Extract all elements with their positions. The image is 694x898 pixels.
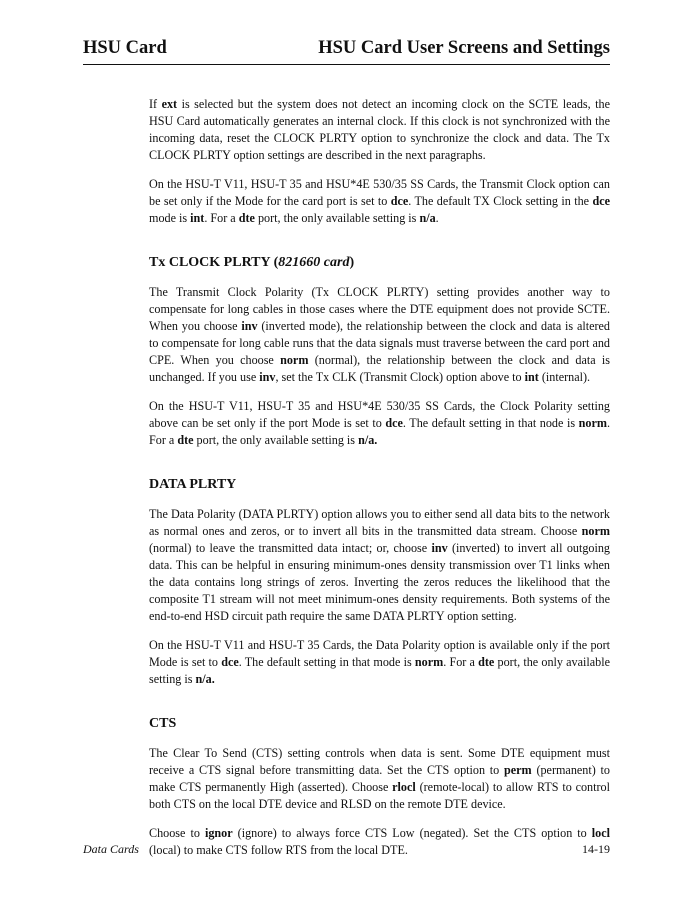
document-body (149, 96, 610, 871)
bold-term: n/a. (195, 672, 215, 686)
bold-term: dte (177, 433, 194, 447)
bold-term: norm (581, 524, 610, 538)
bold-term: dce (221, 655, 239, 669)
body-paragraph: The Clear To Send (CTS) setting controls when data is sent. Some DTE equipment must receive a CTS signal before transmitting data. Set the CTS option to perm (permanent) to make CTS permanently High (asserted). Choose rlocl (remote-local) to allow RTS to control both CTS on the local DTE device and RLSD on the remote DTE device. (149, 746, 610, 811)
body-paragraph: On the HSU-T V11, HSU-T 35 and HSU*4E 530/35 SS Cards, the Transmit Clock option can be set only if the Mode for the card port is set to dce. The default TX Clock setting in the dce mode is int. For a dte port, the only available setting is n/a. (149, 177, 610, 225)
header-left-title: HSU Card (83, 38, 167, 58)
section-heading: Tx CLOCK PLRTY (821660 card) (149, 255, 355, 270)
bold-term: norm (280, 353, 309, 367)
bold-term: ext (161, 97, 178, 111)
page-number: 14-19 (582, 842, 610, 856)
bold-term: norm (578, 416, 607, 430)
bold-term: ignor (204, 826, 233, 840)
bold-term: rlocl (392, 780, 416, 794)
body-paragraph: On the HSU-T V11 and HSU-T 35 Cards, the Data Polarity option is available only if the port Mode is set to dce. The default setting in that mode is norm. For a dte port, the only available setting is n/a. (149, 638, 610, 686)
section-heading: CTS (149, 716, 177, 731)
italic-term: 821660 card (278, 255, 350, 270)
bold-term: n/a. (358, 433, 378, 447)
bold-term: dce (390, 194, 409, 208)
header-right-title: HSU Card User Screens and Settings (318, 38, 610, 58)
bold-term: int (190, 211, 205, 225)
running-footer (83, 842, 610, 857)
bold-term: int (524, 370, 539, 384)
body-paragraph: On the HSU-T V11, HSU-T 35 and HSU*4E 530/35 SS Cards, the Clock Polarity setting above can be set only if the port Mode is set to dce. The default setting in that node is norm. For a dte port, the only available setting is n/a. (149, 399, 610, 447)
bold-term: perm (504, 763, 532, 777)
bold-term: n/a (419, 211, 436, 225)
running-header (83, 38, 610, 59)
footer-section-name: Data Cards (83, 842, 139, 856)
bold-term: dte (478, 655, 495, 669)
bold-term: locl (591, 826, 611, 840)
bold-term: dce (385, 416, 403, 430)
bold-term: inv (431, 541, 448, 555)
header-rule (83, 64, 610, 65)
bold-term: norm (414, 655, 444, 669)
body-paragraph: The Transmit Clock Polarity (Tx CLOCK PLRTY) setting provides another way to compensate for long cables in those cases where the DTE equipment does not provide SCTE. When you choose inv (inverted mode), the relationship between the clock and data is altered to compensate for long cable runs that the data signals must traverse between the card port and CPE. When you choose norm (normal), the relationship between the clock and data is unchanged. If you use inv, set the Tx CLK (Transmit Clock) option above to int (internal). (149, 285, 610, 384)
bold-term: inv (259, 370, 276, 384)
bold-term: dce (592, 194, 610, 208)
body-paragraph: If ext is selected but the system does not detect an incoming clock on the SCTE leads, the HSU Card automatically generates an internal clock. If this clock is not synchronized with the incoming data, reset the CLOCK PLRTY option to synchronize the clock and data. The Tx CLOCK PLRTY option settings are described in the next paragraphs. (149, 97, 610, 162)
section-heading: DATA PLRTY (149, 477, 237, 492)
bold-term: dte (238, 211, 255, 225)
bold-term: inv (241, 319, 258, 333)
body-paragraph: Choose to ignor (ignore) to always force CTS Low (negated). Set the CTS option to locl (local) to make CTS follow RTS from the local DTE. (149, 826, 611, 857)
body-paragraph: The Data Polarity (DATA PLRTY) option allows you to either send all data bits to the network as normal ones and zeros, or to invert all bits in the transmitted data stream. Choose norm (normal) to leave the transmitted data intact; or, choose inv (inverted) to invert all outgoing data. This can be helpful in ensuring minimum-ones density transmission over T1 links when the data contains long strings of zeros. Inverting the zeros reduces the likelihood that the composite T1 stream will not meet minimum-ones density requirements. Both systems of the end-to-end HSD circuit path require the same DATA PLRTY option setting. (149, 507, 610, 623)
